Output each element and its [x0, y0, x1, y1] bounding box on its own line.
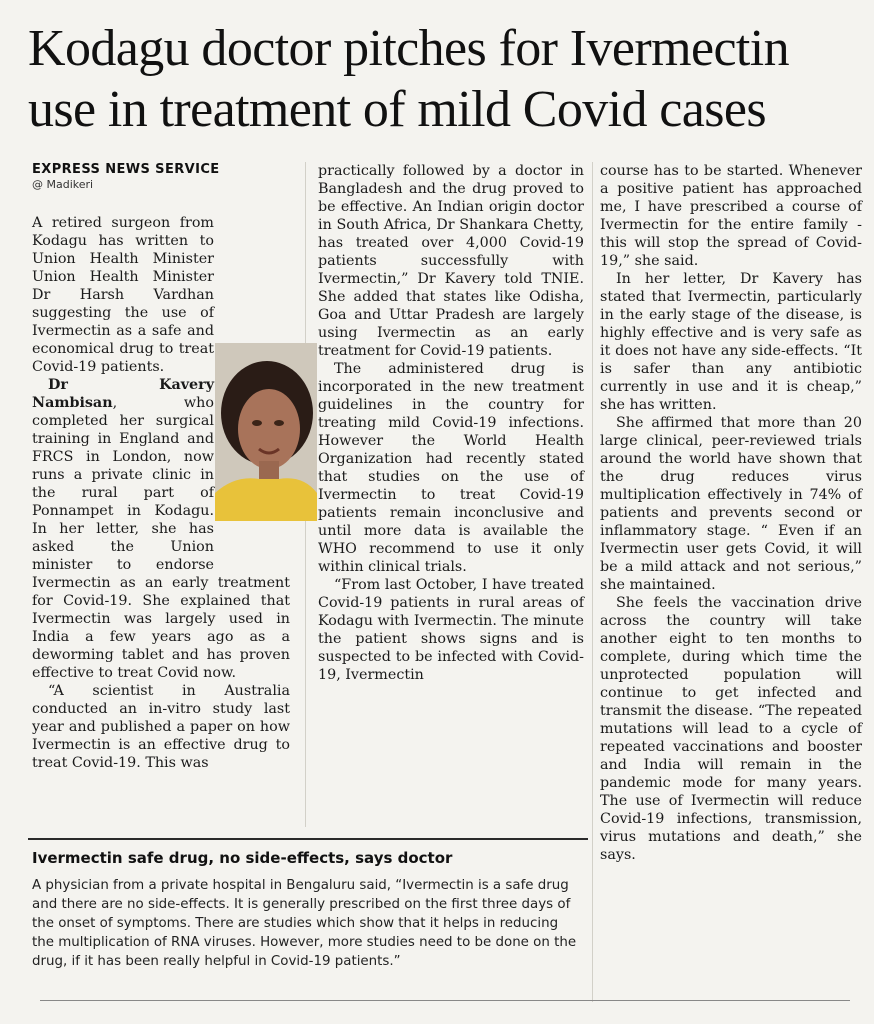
article-column-2	[318, 162, 584, 684]
paragraph: She feels the vaccination drive across the country will take another eight to ten months to complete, during which time the unprotected population will continue to get infected and transmit the disease. “The repeated mutations will lead to a cycle of repeated vaccinations and booster and India will remain in the pandemic mode for many years. The use of Ivermectin will reduce Covid-19 infections, transmission, virus mutations and death,” she says.	[600, 595, 862, 863]
paragraph: She affirmed that more than 20 large clinical, peer-reviewed trials around the world have shown that the drug reduces virus multiplication effectively in 74% of patients and prevents second or inflammatory stage. “ Even if an Ivermectin user gets Covid, it will be a mild attack and not serious,” she maintained.	[600, 415, 862, 593]
paragraph: practically followed by a doctor in Bangladesh and the drug proved to be effective. An Indian origin doctor in South Africa, Dr Shankara Chetty, has treated over 4,000 Covid-19 patients successfully with Ivermectin,” Dr Kavery told TNIE. She added that states like Odisha, Goa and Uttar Pradesh are largely using Ivermectin as an early treatment for Covid-19 patients.	[318, 163, 584, 359]
paragraph: “A scientist in Australia conducted an in-vitro study last year and published a paper on how Ivermectin is an effective drug to treat Covid-19. This was	[32, 683, 290, 771]
paragraph: In her letter, Dr Kavery has stated that Ivermectin, particularly in the early stage of the disease, is highly effective and is very safe as it does not have any side-effects. “It is safer than any antibiotic currently in use and it is cheap,” she has written.	[600, 271, 862, 413]
paragraph: “From last October, I have treated Covid-19 patients in rural areas of Kodagu with Ivermectin. The minute the patient shows signs and is suspected to be infected with Covid-19, Ivermectin	[318, 577, 584, 683]
article-column-3	[600, 162, 862, 864]
byline: EXPRESS NEWS SERVICE	[32, 162, 220, 177]
headline	[28, 18, 858, 140]
portrait-illustration	[215, 343, 317, 521]
paragraph: course has to be started. Whenever a positive patient has approached me, I have prescribed a course of Ivermectin for the entire family - this will stop the spread of Covid-19,” she said.	[600, 163, 862, 269]
doctor-name: Dr Kavery Nambisan	[32, 377, 214, 411]
column-divider	[592, 162, 593, 1002]
doctor-portrait-photo	[215, 343, 317, 521]
dateline: @ Madikeri	[32, 178, 94, 191]
paragraph: A retired surgeon from Kodagu has written to Union Health Minister Union Health Minister Dr Harsh Vardhan suggesting the use of Ivermectin as a safe and economical drug to treat Covid-19 patients.	[32, 215, 214, 375]
headline-line-1: Kodagu doctor pitches for Ivermectin	[28, 20, 790, 77]
headline-line-2: use in treatment of mild Covid cases	[28, 81, 767, 138]
page-bottom-rule	[40, 1000, 850, 1001]
paragraph: The administered drug is incorporated in the new treatment guidelines in the country for treating mild Covid-19 infections. However the World Health Organization had recently stated that studies on the use of Ivermectin to treat Covid-19 patients remain inconclusive and until more data is available the WHO recommend to use it only within clinical trials.	[318, 361, 584, 575]
sidebar-box-body: A physician from a private hospital in Bengaluru said, “Ivermectin is a safe drug and there are no side-effects. It is generally prescribed on the first three days of the onset of symptoms. There are studies which show that it helps in reducing the multiplication of RNA viruses. However, more studies need to be done on the drug, if it has been really helpful in Covid-19 patients.”	[32, 878, 577, 969]
paragraph-text: , who completed her surgical training in England and FRCS in London, now runs a private clinic in the rural part of Ponnampet in Kodagu. In her letter, she has asked the Union minister to endorse Ivermectin as an early treatment for Covid-19. She explained that Ivermectin was largely used in India a few years ago as a deworming tablet and has proven effective to treat Covid now.	[32, 395, 290, 681]
sidebar-box-rule	[28, 838, 588, 840]
sidebar-box-heading: Ivermectin safe drug, no side-effects, says doctor	[32, 849, 453, 867]
